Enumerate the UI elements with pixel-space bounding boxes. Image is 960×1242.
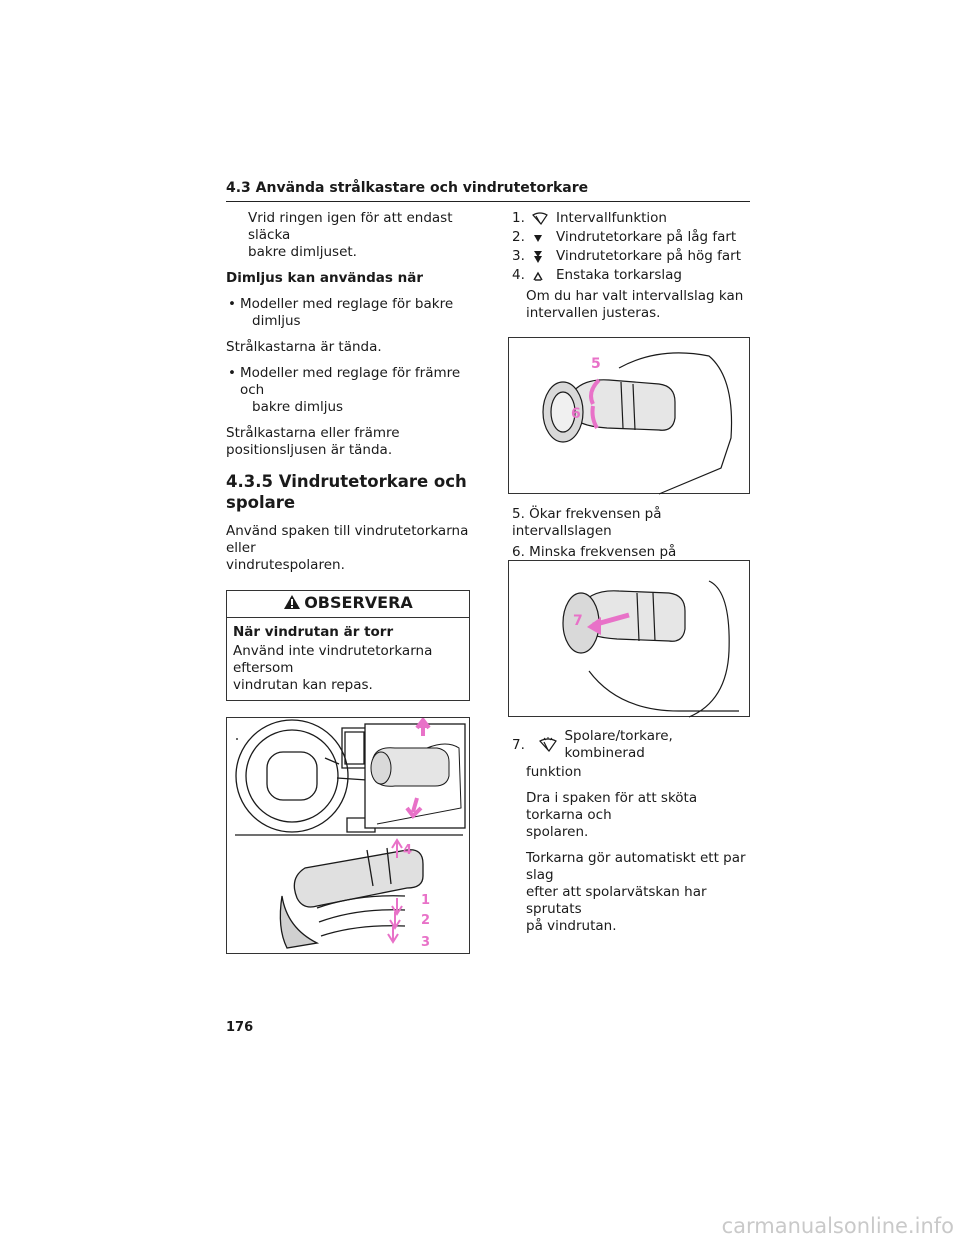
- headlights-on-text: Strålkastarna är tända.: [226, 339, 382, 355]
- item-7-label-continued: funktion: [526, 764, 582, 780]
- subsection-title: [226, 471, 470, 513]
- text-line: Vrid ringen igen för att endast släcka: [248, 210, 453, 243]
- text-line: efter att spolarvätskan har sprutats: [526, 884, 707, 917]
- figure-label-2: 2: [421, 913, 431, 928]
- interval-wiper-icon: [532, 212, 556, 226]
- item-number: 3.: [512, 248, 525, 264]
- hand-illustration: [543, 353, 732, 494]
- washer-paragraph-2: [512, 850, 752, 935]
- bullet-dot: •: [228, 296, 236, 312]
- text-line: spolare: [226, 493, 296, 512]
- page-number: 176: [226, 1020, 254, 1035]
- lever-illustration: [280, 848, 423, 948]
- item-number: 7.: [512, 736, 525, 753]
- steering-wheel-illustration: [236, 720, 375, 832]
- item-label: Enstaka torkarslag: [556, 267, 682, 283]
- figure-label-1: 1: [421, 893, 431, 908]
- text-line: positionsljusen är tända.: [226, 442, 393, 458]
- figure-label-5: 5: [591, 356, 601, 372]
- figure-label-6: 6: [571, 406, 581, 422]
- item-number: 2.: [512, 229, 525, 245]
- wiper-mode-item-7: [512, 728, 752, 762]
- text-line: vindrutan kan repas.: [233, 677, 373, 693]
- wiper-mode-item-4: [512, 267, 752, 284]
- wiper-lever-figure: [226, 717, 470, 954]
- text-line: intervallen justeras.: [526, 305, 661, 321]
- washer-pull-figure: [508, 560, 750, 717]
- right-column: [512, 210, 752, 331]
- text-line: Dra i spaken för att sköta torkarna och: [526, 790, 698, 823]
- item-label: Vindrutetorkare på hög fart: [556, 248, 742, 264]
- watermark: carmanualsonline.info: [721, 1214, 954, 1238]
- section-title: 4.3 Använda strålkastare och vindrutetorkare: [226, 180, 750, 202]
- notice-header: [227, 591, 469, 618]
- item-label: Spolare/torkare, kombinerad: [564, 728, 673, 761]
- wiper-mode-item-2: [512, 229, 752, 246]
- item-number: 4.: [512, 267, 525, 283]
- notice-body: [227, 618, 469, 700]
- wiper-mode-item-3: [512, 248, 752, 265]
- text-line: Använd spaken till vindrutetorkarna eller: [226, 523, 469, 556]
- fog-heading: Dimljus kan användas när: [226, 270, 424, 286]
- low-speed-icon: [532, 232, 556, 244]
- warning-icon: [283, 594, 301, 613]
- front-position-paragraph: [226, 425, 470, 459]
- text-line: vindrutespolaren.: [226, 557, 345, 573]
- interval-ring-figure: [508, 337, 750, 494]
- high-speed-icon: [532, 250, 556, 264]
- bullet-item: [226, 296, 470, 330]
- interval-note: [512, 288, 752, 322]
- notice-heading: När vindrutan är torr: [233, 624, 394, 640]
- washer-wiper-icon: [531, 737, 564, 753]
- notice-text: [233, 643, 463, 694]
- bullet-item: [226, 365, 470, 416]
- hand-inset-illustration: [365, 720, 465, 828]
- figure-label-7: 7: [573, 613, 583, 629]
- text-line: Modeller med reglage för främre och: [240, 365, 461, 398]
- text-line: Om du har valt intervallslag kan: [526, 288, 744, 304]
- washer-paragraph-1: [512, 790, 752, 841]
- washer-section: [512, 728, 752, 944]
- text-line: Modeller med reglage för bakre: [240, 296, 454, 312]
- item-number: 1.: [512, 210, 525, 226]
- item-6: 6. Minska frekvensen på: [512, 544, 677, 560]
- text-line: spolaren.: [526, 824, 589, 840]
- figure-label-4: 4: [403, 843, 413, 858]
- text-line: 4.3.5 Vindrutetorkare och: [226, 472, 467, 491]
- hand-illustration: [563, 581, 739, 717]
- item-label: Intervallfunktion: [556, 210, 667, 226]
- text-line: Strålkastarna eller främre: [226, 425, 400, 441]
- notice-box: [226, 590, 470, 701]
- notice-title: OBSERVERA: [304, 593, 413, 612]
- rear-fog-paragraph: [226, 210, 470, 261]
- text-line: bakre dimljuset.: [248, 244, 357, 260]
- intro-paragraph: [226, 523, 470, 574]
- text-line: dimljus: [252, 313, 301, 329]
- item-5: 5. Ökar frekvensen på intervallslagen: [512, 506, 662, 539]
- figure-label-3: 3: [421, 935, 431, 950]
- wiper-mode-item-1: [512, 210, 752, 227]
- single-wipe-icon: [532, 270, 556, 282]
- text-line: Använd inte vindrutetorkarna eftersom: [233, 643, 433, 676]
- item-label: Vindrutetorkare på låg fart: [556, 229, 737, 245]
- text-line: Torkarna gör automatiskt ett par slag: [526, 850, 746, 883]
- text-line: på vindrutan.: [526, 918, 617, 934]
- text-line: bakre dimljus: [252, 399, 344, 415]
- bullet-dot: •: [228, 365, 236, 381]
